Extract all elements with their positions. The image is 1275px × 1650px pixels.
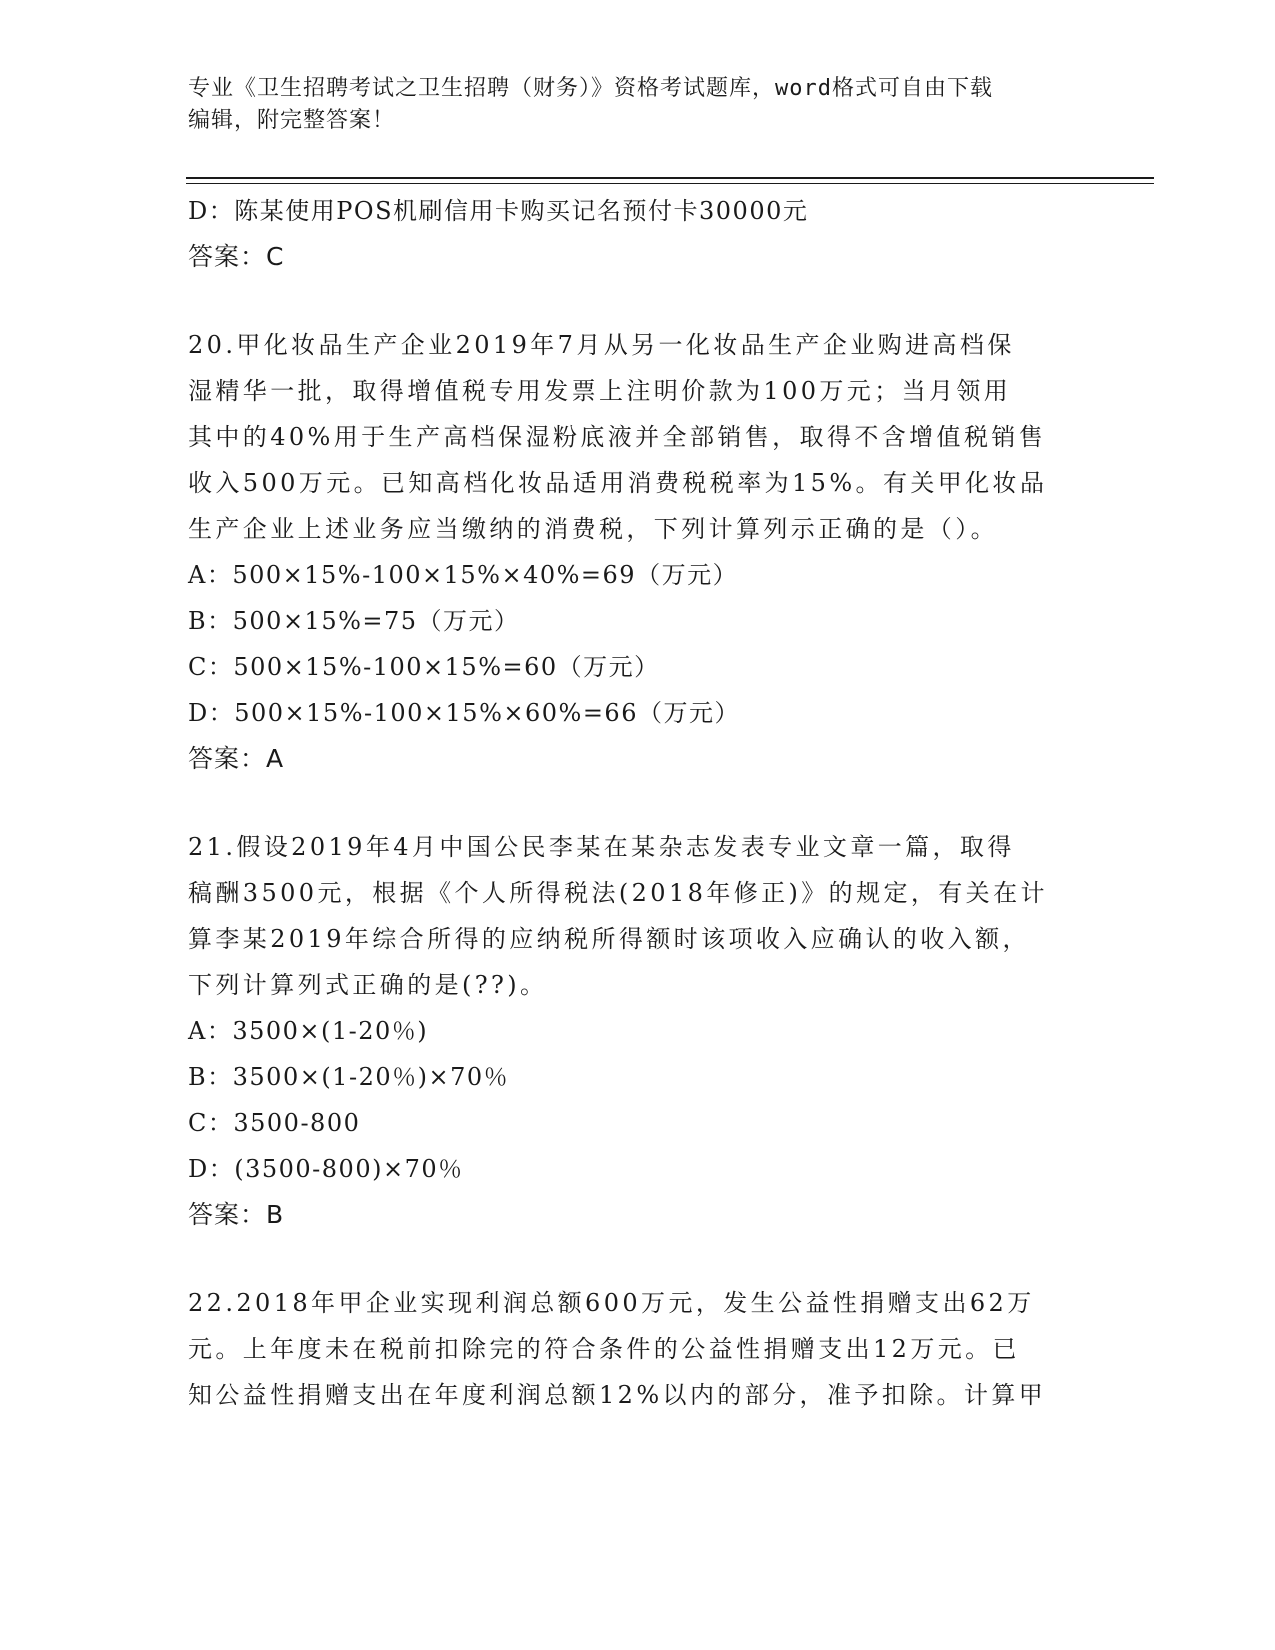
option-b: B：3500×(1-20％)×70％ [188, 1063, 510, 1091]
option-b: B：500×15%=75（万元） [188, 607, 520, 635]
question-text-line: 算李某2019年综合所得的应纳税所得额时该项收入应确认的收入额， [188, 925, 1030, 953]
question-text-line: 其中的40%用于生产高档保湿粉底液并全部销售，取得不含增值税销售 [188, 423, 1047, 451]
header-line-1: 专业《卫生招聘考试之卫生招聘（财务）》资格考试题库，word格式可自由下载 [188, 76, 993, 101]
question-text-line: 21.假设2019年4月中国公民李某在某杂志发表专业文章一篇，取得 [188, 833, 1015, 861]
question-19-tail [188, 188, 1088, 280]
question-text-line: 22.2018年甲企业实现利润总额600万元，发生公益性捐赠支出62万 [188, 1289, 1035, 1317]
question-21 [188, 824, 1088, 1238]
question-20 [188, 322, 1088, 782]
spacer [188, 1238, 1088, 1280]
answer-line: 答案：C [188, 242, 285, 271]
question-text-line: 元。上年度未在税前扣除完的符合条件的公益性捐赠支出12万元。已 [188, 1335, 1020, 1363]
question-text-line: 生产企业上述业务应当缴纳的消费税，下列计算列示正确的是（）。 [188, 515, 998, 543]
question-text-line: 知公益性捐赠支出在年度利润总额12%以内的部分，准予扣除。计算甲 [188, 1381, 1047, 1409]
document-header [188, 73, 1088, 137]
answer-line: 答案：B [188, 1200, 285, 1229]
header-divider-thin [186, 183, 1154, 184]
question-22 [188, 1280, 1088, 1418]
header-line-2: 编辑，附完整答案！ [188, 108, 396, 133]
spacer [188, 782, 1088, 824]
question-text-line: 收入500万元。已知高档化妆品适用消费税税率为15%。有关甲化妆品 [188, 469, 1048, 497]
question-text-line: 稿酬3500元，根据《个人所得税法(2018年修正)》的规定，有关在计 [188, 879, 1048, 907]
header-divider-thick [186, 177, 1154, 179]
spacer [188, 280, 1088, 322]
option-a: A：500×15%-100×15%×40%=69（万元） [188, 561, 739, 589]
question-text-line: 20.甲化妆品生产企业2019年7月从另一化妆品生产企业购进高档保 [188, 331, 1015, 359]
option-c: C：3500-800 [188, 1109, 361, 1137]
document-body [188, 188, 1088, 1418]
answer-line: 答案：A [188, 744, 285, 773]
option-d: D：(3500-800)×70％ [188, 1155, 464, 1183]
option-d: D：500×15%-100×15%×60%=66（万元） [188, 699, 740, 727]
option-d: D：陈某使用POS机刷信用卡购买记名预付卡30000元 [188, 197, 809, 225]
option-a: A：3500×(1-20％) [188, 1017, 429, 1045]
question-text-line: 下列计算列式正确的是(??)。 [188, 971, 548, 999]
option-c: C：500×15%-100×15%=60（万元） [188, 653, 660, 681]
question-text-line: 湿精华一批，取得增值税专用发票上注明价款为100万元；当月领用 [188, 377, 1012, 405]
